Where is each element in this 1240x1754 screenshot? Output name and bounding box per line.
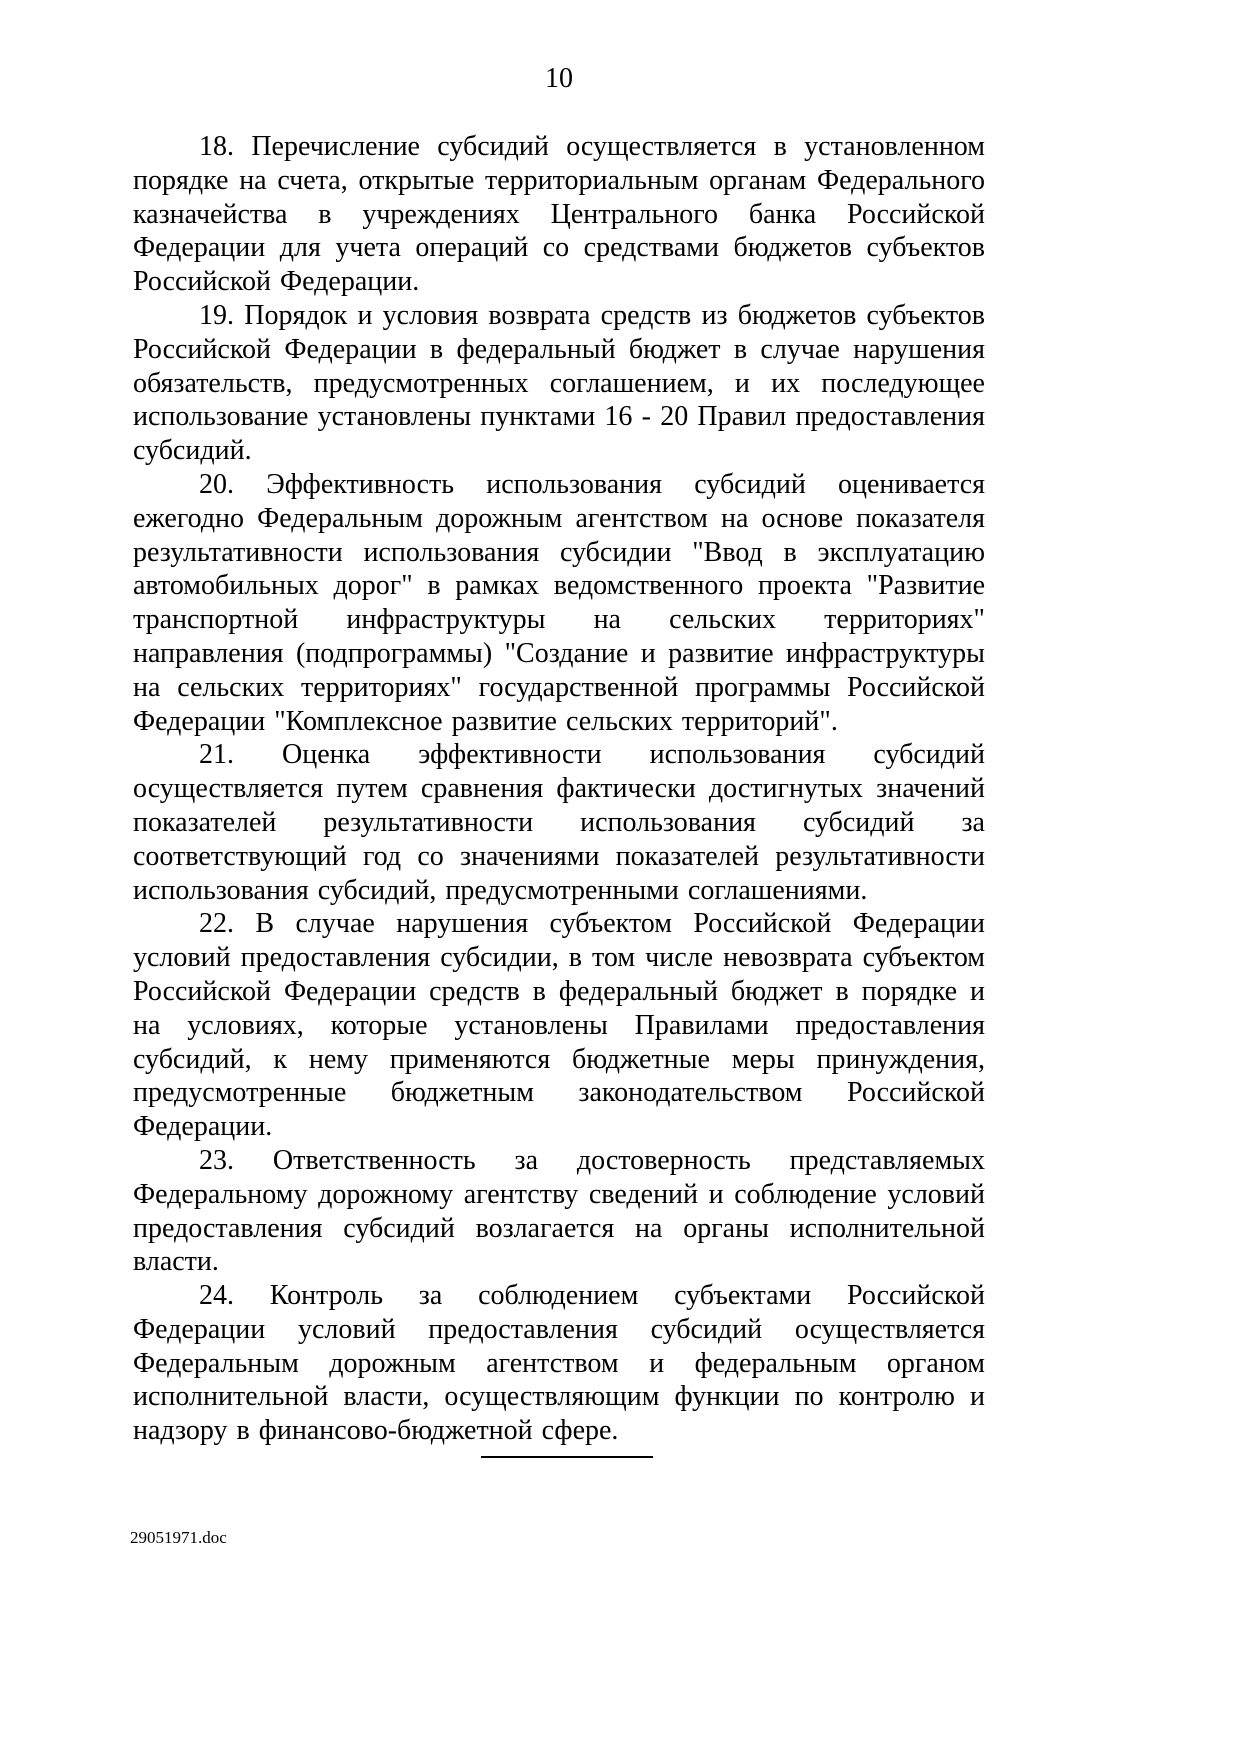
paragraph-20: 20. Эффективность использования субсидий оценивается ежегодно Федеральным дорожным агентством на основе показателя результативности использования субсидии "Ввод в эксплуатацию автомобильных дорог" в рамках ведомственного проекта "Развитие транспортной инфраструктуры на сельских территориях" направления (подпрограммы) "Создание и развитие инфраструктуры на сельских территориях" государственной программы Российской Федерации "Комплексное развитие сельских территорий".: [133, 468, 985, 737]
paragraph-23: 23. Ответственность за достоверность представляемых Федеральному дорожному агентству сведений и соблюдение условий предоставления субсидий возлагается на органы исполнительной власти.: [133, 1144, 985, 1278]
document-body: [133, 130, 985, 1448]
paragraph-18: 18. Перечисление субсидий осуществляется в установленном порядке на счета, открытые территориальным органам Федерального казначейства в учреждениях Центрального банка Российской Федерации для учета операций со средствами бюджетов субъектов Российской Федерации.: [133, 131, 985, 298]
paragraph-19: 19. Порядок и условия возврата средств из бюджетов субъектов Российской Федерации в федеральный бюджет в случае нарушения обязательств, предусмотренных соглашением, и их последующее использование установлены пунктами 16 - 20 Правил предоставления субсидий.: [133, 299, 985, 467]
page-number: 10: [545, 63, 573, 94]
footer-filename: 29051971.doc: [130, 1528, 227, 1547]
paragraph-24: 24. Контроль за соблюдением субъектами Российской Федерации условий предоставления субсидий осуществляется Федеральным дорожным агентством и федеральным органом исполнительной власти, осуществляющим функции по контролю и надзору в финансово-бюджетной сфере.: [133, 1280, 985, 1447]
paragraph-21: 21. Оценка эффективности использования субсидий осуществляется путем сравнения фактически достигнутых значений показателей результативности использования субсидий за соответствующий год со значениями показателей результативности использования субсидий, предусмотренными соглашениями.: [133, 739, 985, 906]
footer-divider: [481, 1456, 653, 1458]
paragraph-22: 22. В случае нарушения субъектом Российской Федерации условий предоставления субсидии, в том числе невозврата субъектом Российской Федерации средств в федеральный бюджет в порядке и на условиях, которые установлены Правилами предоставления субсидий, к нему применяются бюджетные меры принуждения, предусмотренные бюджетным законодательством Российской Федерации.: [133, 908, 985, 1143]
